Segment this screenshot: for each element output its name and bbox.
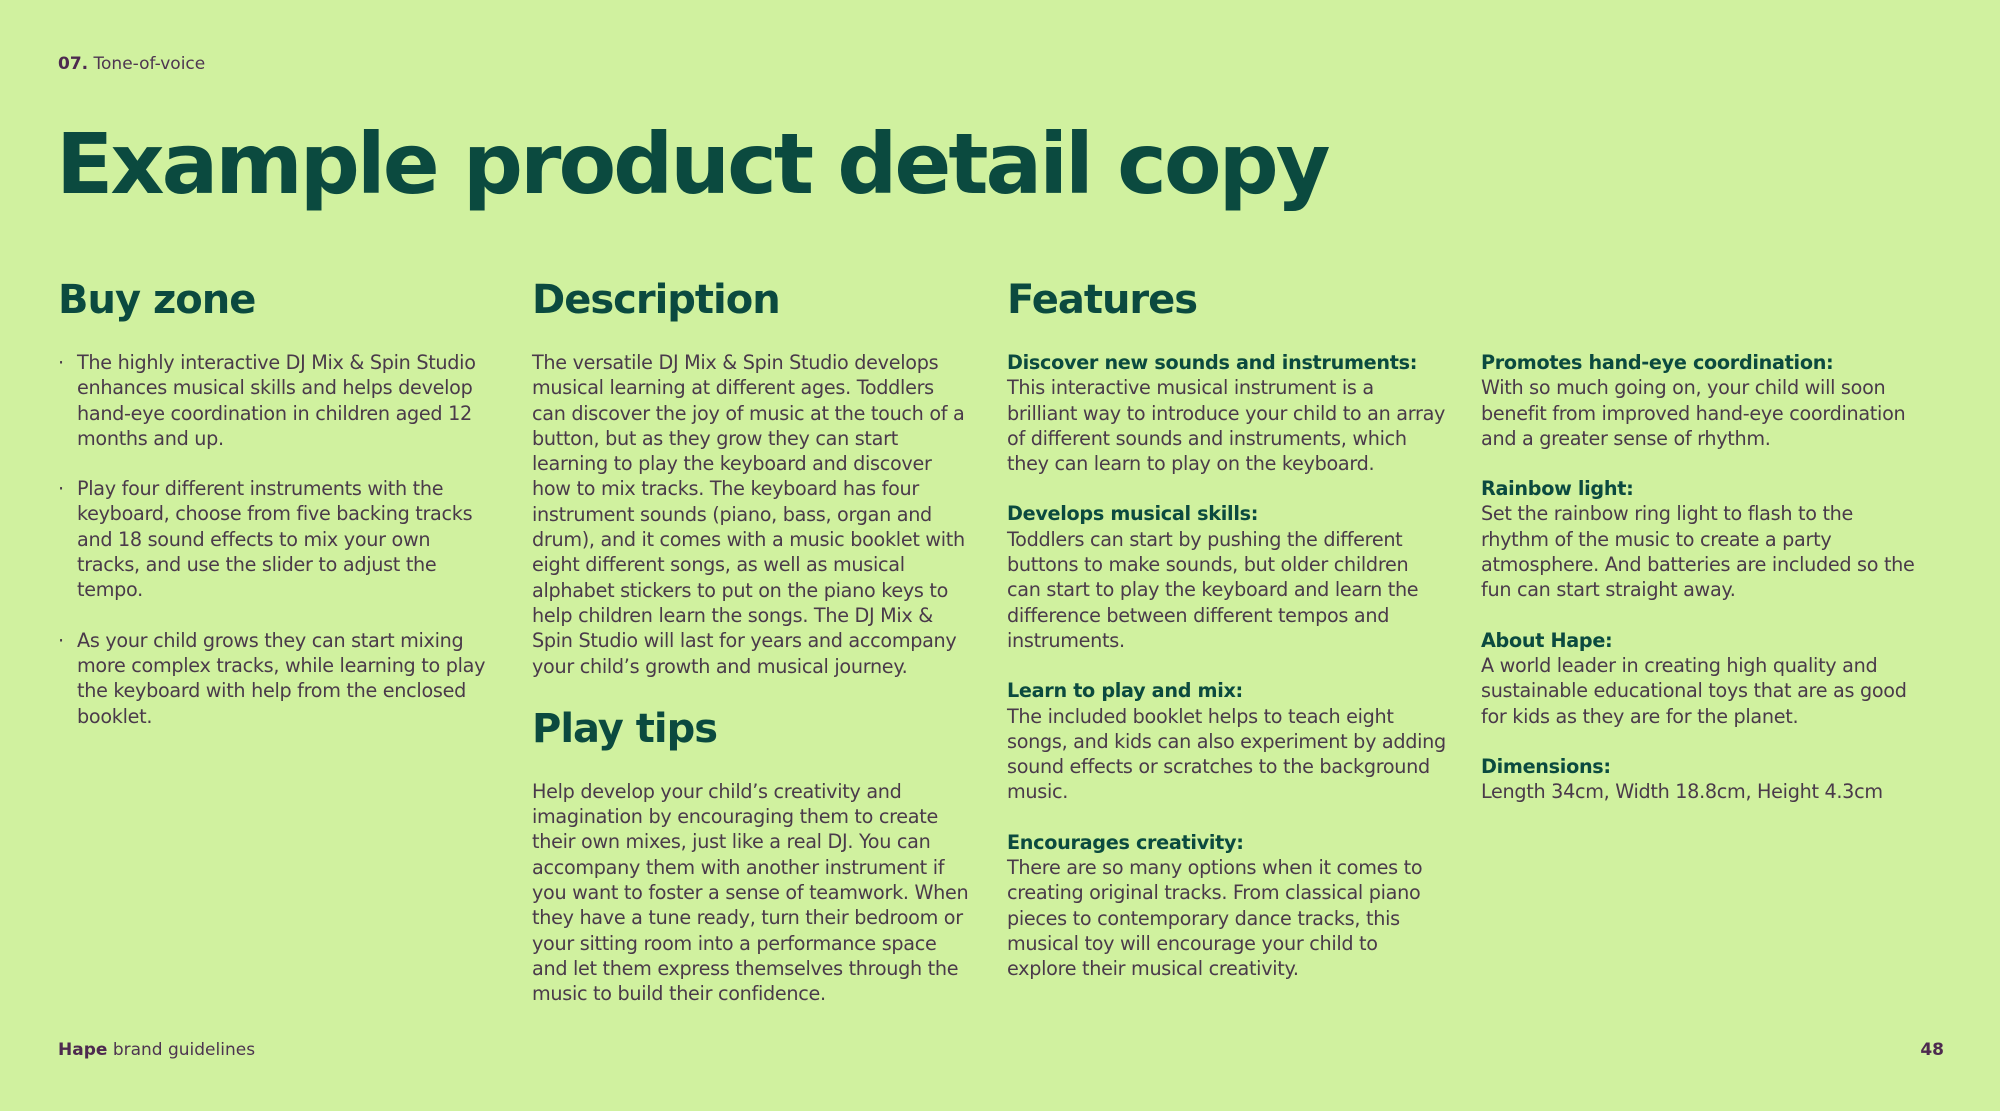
footer-brand-name: Hape (58, 1040, 108, 1060)
feature-item (1481, 476, 1921, 602)
play-tips-text: Help develop your child’s creativity and imagination by encouraging them to create their own mixes, just like a real DJ. You can accompany them with another instrument if you want to foster a sense of teamwork. When they have a tune ready, turn their bedroom or your sitting room into a performance space and let them express themselves through the music to build their confidence. (532, 779, 969, 1006)
feature-item (1481, 754, 1921, 805)
feature-item (1007, 350, 1447, 476)
features-column-continued (1481, 350, 1921, 829)
page-number: 48 (1920, 1040, 1944, 1060)
features-column (1007, 278, 1447, 1007)
section-number: 07. (58, 54, 89, 74)
feature-item (1007, 678, 1447, 804)
feature-text: Toddlers can start by pushing the different buttons to make sounds, but older children can start to play the keyboard and learn the difference between different tempos and instruments. (1007, 527, 1419, 652)
feature-item (1481, 628, 1921, 729)
buy-zone-column (58, 278, 498, 754)
feature-title: Discover new sounds and instruments: (1007, 351, 1418, 374)
footer-brand (58, 1040, 255, 1060)
description-text: The versatile DJ Mix & Spin Studio develops musical learning at different ages. Toddlers can discover the joy of music at the touch of a button, but as they grow they can start learning to play the keyboard and discover how to mix tracks. The keyboard has four instrument sounds (piano, bass, organ and drum), and it comes with a music booklet with eight different songs, as well as musical alphabet stickers to put on the piano keys to help children learn the songs. The DJ Mix & Spin Studio will last for years and accompany your child’s growth and musical journey. (532, 351, 965, 678)
feature-title: Learn to play and mix: (1007, 679, 1243, 703)
features-heading: Features (1007, 277, 1198, 323)
buy-zone-heading: Buy zone (58, 277, 256, 323)
feature-item (1007, 501, 1447, 653)
section-label (58, 54, 205, 74)
footer-doc-name: brand guidelines (112, 1040, 256, 1060)
feature-text: This interactive musical instrument is a brilliant way to introduce your child to an array of different sounds and instruments, which they can learn to play on the keyboard. (1007, 376, 1446, 476)
feature-text: Set the rainbow ring light to flash to the rhythm of the music to create a party atmosphere. And batteries are included so the fun can start straight away. (1481, 502, 1915, 602)
feature-text: With so much going on, your child will soon benefit from improved hand-eye coordination and a greater sense of rhythm. (1481, 376, 1906, 450)
feature-title: Encourages creativity: (1007, 830, 1244, 854)
feature-title: Develops musical skills: (1007, 502, 1259, 526)
section-name: Tone-of-voice (93, 54, 206, 74)
feature-item (1481, 350, 1921, 451)
feature-text: Length 34cm, Width 18.8cm, Height 4.3cm (1481, 780, 1883, 804)
feature-title: About Hape: (1481, 628, 1613, 652)
play-tips-section (532, 707, 972, 1007)
description-column (532, 278, 972, 1007)
feature-title: Dimensions: (1481, 754, 1611, 778)
feature-title: Rainbow light: (1481, 477, 1634, 501)
feature-text: There are so many options when it comes to creating original tracks. From classical piano pieces to contemporary dance tracks, this musical toy will encourage your child to explore their musical creativity. (1007, 856, 1423, 981)
feature-item (1007, 830, 1447, 982)
play-tips-heading: Play tips (532, 705, 718, 752)
buy-zone-bullet: · The highly interactive DJ Mix & Spin Studio enhances musical skills and helps develop hand-eye coordination in children aged 12 months and up. (58, 350, 498, 451)
description-heading: Description (532, 277, 780, 323)
feature-text: A world leader in creating high quality and sustainable educational toys that are as good for kids as they are for the planet. (1481, 653, 1907, 728)
feature-title: Promotes hand-eye coordination: (1481, 351, 1834, 374)
buy-zone-list (58, 350, 498, 729)
buy-zone-bullet: · Play four different instruments with the keyboard, choose from five backing tracks and 18 sound effects to mix your own tracks, and use the slider to adjust the tempo. (58, 476, 498, 602)
page-title: Example product detail copy (56, 115, 1328, 213)
buy-zone-bullet: · As your child grows they can start mixing more complex tracks, while learning to play the keyboard with help from the enclosed booklet. (58, 628, 498, 729)
feature-text: The included booklet helps to teach eight songs, and kids can also experiment by adding sound effects or scratches to the background music. (1007, 704, 1446, 804)
